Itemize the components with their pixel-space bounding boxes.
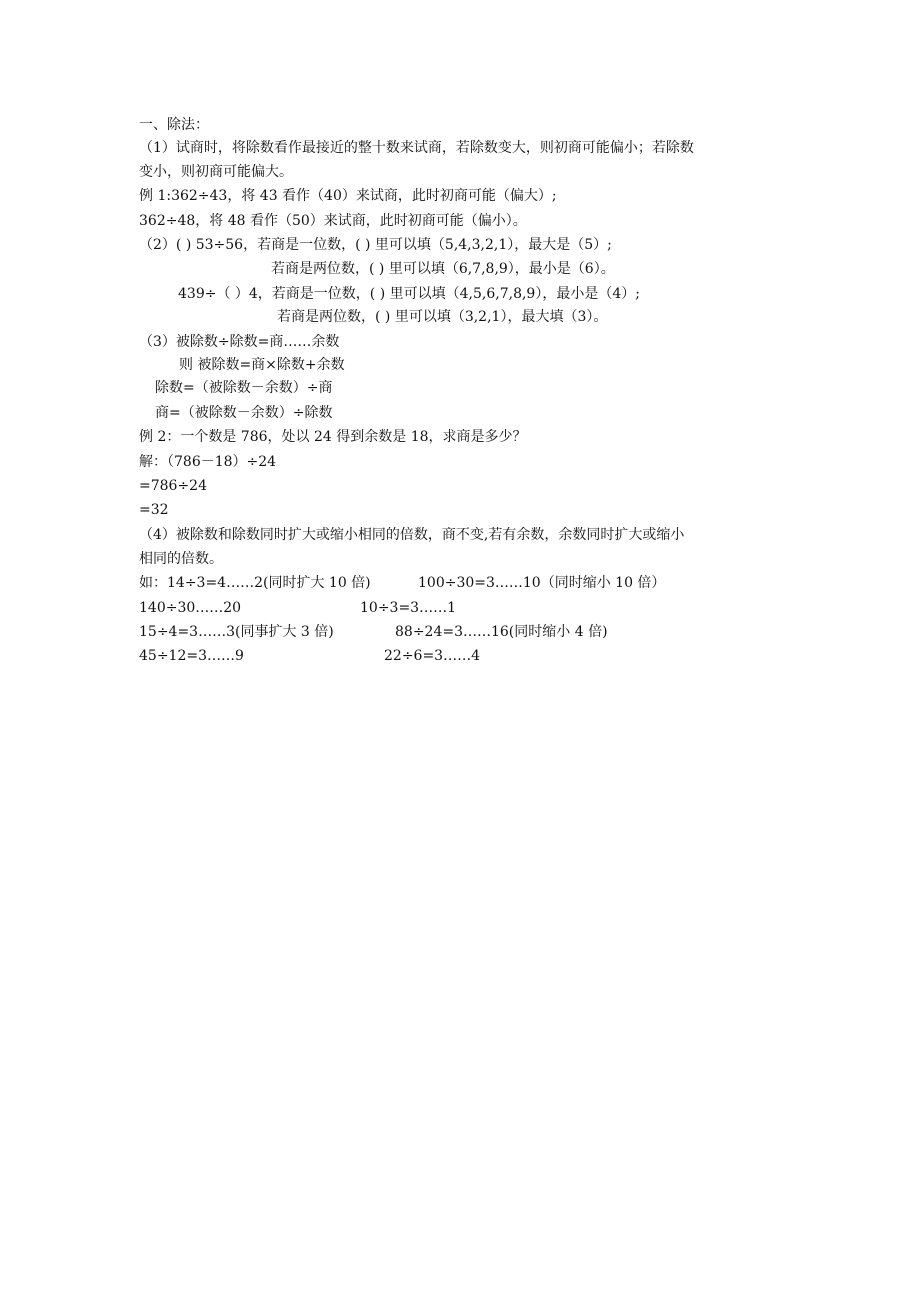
example-2-line-1: 例 2：一个数是 786，处以 24 得到余数是 18，求商是多少？ [139, 429, 527, 445]
example-2-line-3: =786÷24 [139, 478, 207, 494]
paragraph-2-line-1: （2）( ) 53÷56，若商是一位数，( ) 里可以填（5,4,3,2,1），最大是（5）; [139, 237, 612, 253]
paragraph-2-line-4: 若商是两位数，( ) 里可以填（3,2,1），最大填（3）。 [277, 309, 608, 325]
example-3-item-g: 45÷12=3……9 [139, 648, 244, 664]
example-3-item-a: 如：14÷3=4……2(同时扩大 10 倍) [139, 575, 371, 591]
example-3-item-c: 140÷30……20 [139, 600, 242, 616]
example-2-line-2: 解：（786－18）÷24 [139, 454, 277, 470]
example-3-item-e: 15÷4=3……3(同事扩大 3 倍) [139, 624, 334, 640]
example-3-item-d: 10÷3=3……1 [360, 600, 456, 616]
paragraph-3-line-4: 商=（被除数－余数）÷除数 [155, 405, 333, 421]
paragraph-1-line-2: 变小，则初商可能偏大。 [139, 164, 293, 180]
paragraph-3-line-3: 除数=（被除数－余数）÷商 [155, 380, 333, 396]
example-3-item-b: 100÷30=3……10（同时缩小 10 倍） [418, 575, 666, 591]
paragraph-3-line-1: （3）被除数÷除数=商……余数 [139, 334, 340, 350]
example-1-line-1: 例 1:362÷43，将 43 看作（40）来试商，此时初商可能（偏大）; [139, 188, 557, 204]
paragraph-2-line-3: 439÷（ ）4，若商是一位数，( ) 里可以填（4,5,6,7,8,9），最小是（4）; [178, 286, 640, 302]
example-3-item-h: 22÷6=3……4 [384, 648, 480, 664]
section-heading: 一、除法： [139, 117, 209, 133]
example-2-line-4: =32 [139, 502, 169, 518]
paragraph-4-line-1: （4）被除数和除数同时扩大或缩小相同的倍数，商不变,若有余数，余数同时扩大或缩小 [139, 527, 685, 543]
example-3-item-f: 88÷24=3……16(同时缩小 4 倍) [395, 624, 608, 640]
paragraph-4-line-2: 相同的倍数。 [139, 551, 223, 567]
paragraph-3-line-2: 则 被除数=商×除数+余数 [179, 357, 345, 373]
paragraph-2-line-2: 若商是两位数，( ) 里可以填（6,7,8,9），最小是（6）。 [271, 261, 615, 277]
paragraph-1-line-1: （1）试商时，将除数看作最接近的整十数来试商，若除数变大，则初商可能偏小；若除数 [139, 140, 694, 156]
example-1-line-2: 362÷48，将 48 看作（50）来试商，此时初商可能（偏小）。 [139, 213, 527, 229]
